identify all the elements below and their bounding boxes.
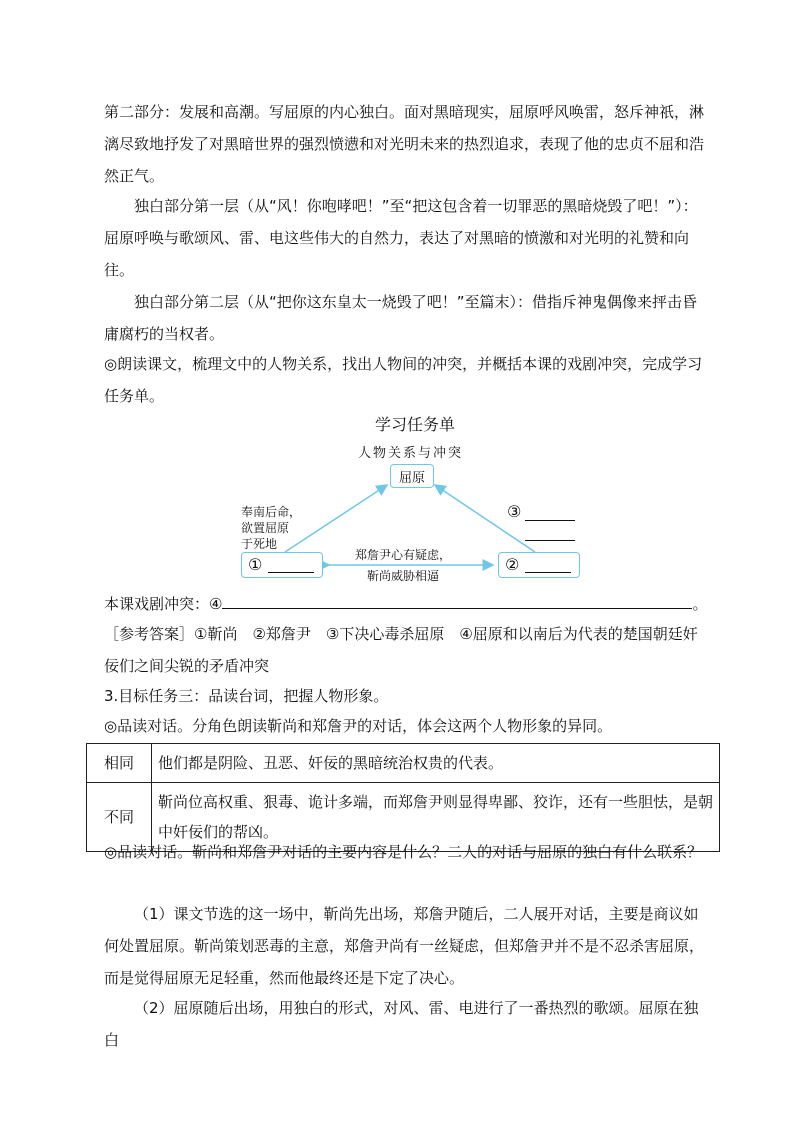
table-row-content: 靳尚位高权重、狠毒、诡计多端，而郑詹尹则显得卑鄙、狡诈，还有一些胆怯，是朝中奸佞们的帮凶。 (152, 783, 720, 852)
center-node-box (390, 464, 434, 488)
diagram-subtitle: 人物关系与冲突 (358, 446, 464, 461)
node1-label: ① (248, 555, 263, 574)
bottom-edge-label-1: 郑詹尹心有疑虑， (355, 548, 452, 562)
task3-instruction: ◎品读对话。分角色朗读靳尚和郑詹尹的对话，体会这两个人物形象的异同。 (104, 717, 613, 735)
monologue-layer1-paragraph: 独白部分第一层（从“风！你咆哮吧！”至“把这包含着一切罪恶的黑暗烧毁了吧！”）：屈原呼唤与歌颂风、雷、电这些伟大的自然力，表达了对黑暗的愤激和对光明的礼赞和向往。 (104, 197, 698, 279)
answer2-paragraph: （2）屈原随后出场，用独白的形式，对风、雷、电进行了一番热烈的歌颂。屈原在独白 (104, 999, 699, 1049)
character-relationship-diagram (225, 410, 595, 588)
left-edge-label-1: 奉南后命， (241, 505, 302, 519)
diagram-title: 学习任务单 (375, 415, 456, 434)
section2-paragraph: 第二部分：发展和高潮。写屈原的内心独白。面对黑暗现实，屈原呼风唤雷，怒斥神祇，淋漓尽致地抒发了对黑暗世界的强烈愤懑和对光明未来的热烈追求，表现了他的忠贞不屈和浩然正气。 (104, 103, 705, 185)
drama-conflict-end: 。 (692, 595, 708, 613)
monologue-layer2-paragraph: 独白部分第二层（从“把你这东皇太一烧毁了吧！”至篇末）：借指斥神鬼偶像来抨击昏庸腐朽的当权者。 (104, 293, 698, 343)
answer1-paragraph: （1）课文节选的这一场中，靳尚先出场，郑詹尹随后，二人展开对话，主要是商议如何处置屈原。靳尚策划恶毒的主意，郑詹尹尚有一丝疑虑，但郑詹尹并不是不忍杀害屈原，而是觉得屈原无足轻重，然而他最终还是下定了决心。 (104, 905, 705, 987)
reference-answer: ［参考答案］①靳尚 ②郑詹尹 ③下决心毒杀屈原 ④屈原和以南后为代表的楚国朝廷奸佞们之间尖锐的矛盾冲突 (104, 625, 698, 675)
task-intro-paragraph: ◎朗读课文，梳理文中的人物关系，找出人物间的冲突，并概括本课的戏剧冲突，完成学习任务单。 (104, 355, 703, 405)
task3-heading: 3.目标任务三：品读台词，把握人物形象。 (104, 687, 389, 705)
table-row-content: 他们都是阴险、丑恶、奸佞的黑暗统治权贵的代表。 (152, 744, 720, 783)
node2-label: ② (505, 555, 520, 574)
drama-conflict-label: 本课戏剧冲突：④ (104, 595, 223, 613)
table-row-header: 不同 (87, 783, 152, 852)
node3-blank-1 (525, 506, 575, 521)
node3-blank-2 (525, 526, 575, 541)
question-paragraph: ◎品读对话。靳尚和郑詹尹对话的主要内容是什么？二人的对话与屈原的独白有什么联系？ (104, 843, 703, 861)
node1-blank (268, 558, 314, 573)
node2-blank (525, 558, 571, 573)
left-edge-label-2: 欲置屈原 (241, 521, 290, 535)
center-node-label: 屈原 (399, 471, 426, 486)
table-row-header: 相同 (87, 744, 152, 783)
node2-box (498, 552, 580, 578)
table-row (87, 744, 720, 783)
drama-conflict-blank (222, 594, 692, 609)
bottom-edge-label-2: 靳尚威胁相逼 (367, 569, 440, 583)
node1-box (241, 552, 323, 578)
node3-label: ③ (507, 502, 522, 521)
drama-conflict-line (104, 588, 714, 620)
left-edge-label-3: 于死地 (241, 537, 278, 551)
